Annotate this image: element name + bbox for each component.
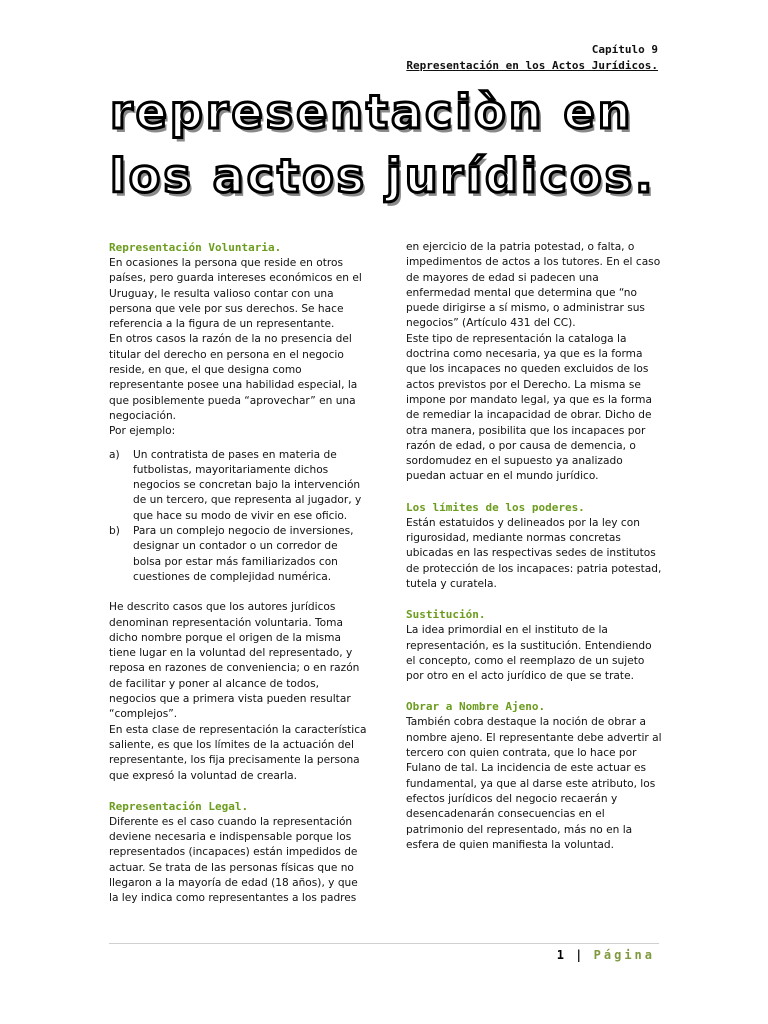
paragraph: Están estatuidos y delineados por la ley con rigurosidad, mediante normas concretas ubicadas en las respectivas sedes de institutos de protección de los incapaces: patria potestad, tutela y curatela. (406, 516, 662, 590)
list-item-text: Un contratista de pases en materia de futbolistas, mayoritariamente dichos negocios se concretan bajo la intervención de un tercero, que representa al jugador, y que hace su modo de vivir en ese oficio. (133, 448, 362, 522)
left-column (109, 240, 367, 907)
example-list (109, 448, 367, 586)
paragraph: La idea primordial en el instituto de la representación, es la sustitución. Entendiendo el concepto, como el reemplazo de un sujeto por otro en el acto jurídico de que se trate. (406, 624, 652, 683)
list-item (109, 524, 367, 585)
footer-divider (109, 943, 659, 944)
chapter-label: Capítulo 9 (591, 43, 658, 56)
title-line-2: los actos jurídicos. (110, 149, 656, 203)
page-label: Página (593, 948, 655, 962)
section-heading-limites: Los límites de los poderes. (406, 500, 585, 514)
section-heading-voluntaria: Representación Voluntaria. (109, 241, 282, 254)
list-marker: a) (109, 448, 120, 461)
paragraph: También cobra destaque la noción de obrar a nombre ajeno. El representante debe advertir al tercero con quien contrata, que lo hace por Fulano de tal. La incidencia de este actuar es fundamental, ya que al darse este atributo, los efectos jurídicos del negocio recaerán y desencadenarán consecuencias en el patrimonio del representado, más no en la esfera de quien manifiesta la voluntad. (406, 716, 662, 851)
paragraph: En otros casos la razón de la no presencia del titular del derecho en persona en el negocio reside, en que, el que designa como representante posee una habilidad especial, la que posiblemente pueda “aprovechar” en una negociación. (109, 333, 358, 422)
title-line-1: representaciòn en (110, 85, 634, 139)
page-number: 1 (556, 948, 564, 962)
document-title (110, 80, 670, 208)
page-header (406, 42, 658, 74)
paragraph: En ocasiones la persona que reside en otros países, pero guarda intereses económicos en el Uruguay, le resulta valioso contar con una persona que vele por sus derechos. Se hace referencia a la figura de un representante. (109, 257, 362, 331)
list-item-text: Para un complejo negocio de inversiones, designar un contador o un corredor de bolsa por estar más familiarizados con cuestiones de complejidad numérica. (133, 525, 354, 583)
right-column (406, 240, 664, 853)
section-heading-legal: Representación Legal. (109, 799, 249, 813)
list-marker: b) (109, 525, 120, 538)
section-heading-nombre-ajeno: Obrar a Nombre Ajeno. (406, 700, 546, 714)
section-heading-sustitucion: Sustitución. (406, 608, 486, 622)
paragraph: Por ejemplo: (109, 425, 176, 438)
footer-separator: | (575, 948, 583, 962)
paragraph: Este tipo de representación la cataloga la doctrina como necesaria, ya que es la forma que los incapaces no queden excluidos de los actos previstos por el Derecho. La misma se impone por mandato legal, ya que es la forma de remediar la incapacidad de obrar. Dicho de otra manera, posibilita que los incapaces por razón de edad, o por causa de demencia, o sordomudez en el supuesto ya analizado puedan actuar en el mundo jurídico. (406, 332, 652, 483)
paragraph: He descrito casos que los autores jurídicos denominan representación voluntaria. Toma dicho nombre porque el origen de la misma tiene lugar en la voluntad del representado, y reposa en razones de conveniencia; o en razón de facilitar y poner al alcance de todos, negocios que a primera vista pueden resultar “complejos”. (109, 601, 360, 721)
page-footer (557, 948, 655, 962)
chapter-subtitle: Representación en los Actos Jurídicos. (406, 59, 658, 72)
list-item (109, 448, 367, 524)
paragraph: en ejercicio de la patria potestad, o falta, o impedimentos de actos a los tutores. En el caso de mayores de edad si padecen una enfermedad mental que determina que “no puede dirigirse a sí mismo, o administrar sus negocios” (Artículo 431 del CC). (406, 241, 661, 330)
paragraph: Diferente es el caso cuando la representación deviene necesaria e indispensable porque los representados (incapaces) están impedidos de actuar. Se trata de las personas físicas que no llegaron a la mayoría de edad (18 años), y que la ley indica como representantes a los padres (109, 815, 358, 905)
paragraph: En esta clase de representación la característica saliente, es que los límites de la actuación del representante, los fija precisamente la persona que expresó la voluntad de crearla. (109, 723, 367, 782)
